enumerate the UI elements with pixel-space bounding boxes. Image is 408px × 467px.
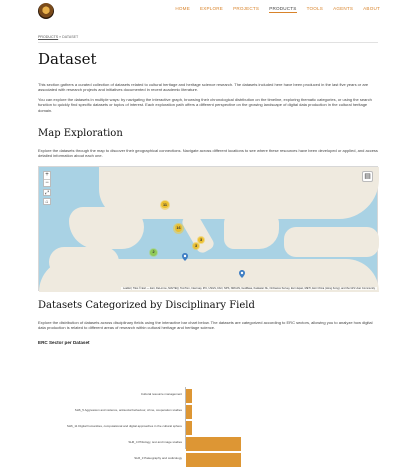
top-navigation-bar <box>0 0 408 22</box>
nav-products[interactable]: PRODUCTS <box>269 6 297 11</box>
map-layers-icon[interactable]: ▤ <box>362 171 373 182</box>
map-land-europe <box>99 167 379 219</box>
nav-projects[interactable]: PROJECTS <box>233 6 260 11</box>
map-description: Explore the datasets through the map to discover their geographical connections. Navigate across different locations to see where these resources have been developed or applied, and access detailed information about each one. <box>38 148 378 159</box>
map-cluster[interactable] <box>149 248 158 257</box>
bar-label: SH6_11 Digital humanities, computational and digital approaches in the cultural sphere <box>66 423 182 428</box>
nav-about[interactable]: ABOUT <box>363 6 380 11</box>
chart-bar-row <box>38 435 378 451</box>
map-section-title: Map Exploration <box>38 128 123 140</box>
breadcrumb-current: DATASET <box>62 35 79 39</box>
chart-bar-row <box>38 451 378 467</box>
intro-paragraph-2: You can explore the datasets in multiple ways: by navigating the interactive graph, browsing their chronological distribution on the timeline, exploring thematic categories, or using the search function to quickly find specific datasets or topics of interest. Each exploration path offers a different perspective on the growing landscape of digital data production in the cultural heritage domain. <box>38 96 372 113</box>
chart-bar[interactable] <box>186 437 241 451</box>
map-cluster[interactable] <box>173 223 184 234</box>
nav-explore[interactable]: EXPLORE <box>199 6 224 11</box>
map-marker-icon[interactable] <box>239 270 245 278</box>
map-land-scandinavia <box>149 167 239 187</box>
map-land-iberia <box>69 207 144 249</box>
zoom-out-button[interactable]: − <box>45 179 49 186</box>
cluster-count: 3 <box>194 243 198 248</box>
chart-bar[interactable] <box>186 389 192 403</box>
field-section-title: Datasets Categorized by Disciplinary Field <box>38 299 255 311</box>
bar-label: Cultural resource management <box>140 391 182 396</box>
bar-label: SH6_3 Paleography and codicology <box>134 455 182 460</box>
bar-label: SH6_4 Philology, text and image studies <box>128 439 182 444</box>
zoom-in-button[interactable]: + <box>45 171 49 178</box>
bar-label: SH6_5 Aggression and violence, antisocial behaviour, crime, cooperation studies <box>74 407 182 412</box>
erc-sector-bar-chart <box>38 349 378 460</box>
nav-agents[interactable]: AGENTS <box>333 6 354 11</box>
cluster-count: 2 <box>150 249 156 255</box>
map-fullscreen-icon[interactable]: ⤢ <box>44 189 49 196</box>
nav-home[interactable]: HOME <box>175 6 190 11</box>
map-cluster[interactable] <box>197 236 205 244</box>
chart-bar-row <box>38 403 378 419</box>
chart-bar[interactable] <box>186 405 192 419</box>
map-land-morocco <box>49 247 119 277</box>
chart-title: ERC Sector per Dataset <box>38 339 90 345</box>
map-zoom-control <box>43 171 51 187</box>
main-nav <box>175 6 380 13</box>
map-land-turkey <box>284 227 379 257</box>
intro-paragraph-1: This section gathers a curated collection of datasets related to cultural heritage and heritage science research. The datasets included here have been produced in the last five years or are associated with research projects and initiatives documented in recent academic literature. <box>38 82 369 93</box>
field-description: Explore the distribution of datasets across disciplinary fields using the interactive bar chart below. The datasets are categorized according to ERC sectors, allowing you to analyze how digital data production is related to different areas of research within cultural heritage and heritage science. <box>38 319 373 331</box>
page-title: Dataset <box>38 50 97 68</box>
map-marker-icon[interactable] <box>182 253 188 261</box>
breadcrumb-products-link[interactable]: PRODUCTS <box>38 35 59 39</box>
cluster-count: 3 <box>199 237 203 242</box>
breadcrumb-separator: » <box>59 35 62 39</box>
map-attribution: Leaflet | Tiles © Esri — Esri, DeLorme, NAVTEQ, TomTom, Intermap, iPC, USGS, FAO, NPS, NRCAN, GeoBase, Kadaster NL, Ordnance Survey, Esri Japan, METI, Esri China (Hong Kong), and the GIS User Community <box>123 286 375 290</box>
main-content <box>38 22 378 460</box>
map-cluster[interactable] <box>160 200 170 210</box>
cluster-count: 16 <box>176 226 181 231</box>
chart-bar[interactable] <box>186 453 241 467</box>
map-reset-icon[interactable]: ⌂ <box>43 198 51 205</box>
divider <box>38 42 378 43</box>
chart-bar-row <box>38 419 378 435</box>
dataset-map[interactable] <box>38 166 378 291</box>
site-logo[interactable] <box>38 3 54 19</box>
cluster-count: 11 <box>162 202 167 207</box>
chart-bar-row <box>38 387 378 403</box>
chart-bar[interactable] <box>186 421 192 435</box>
map-land-balkans <box>224 213 279 249</box>
breadcrumb <box>38 35 378 39</box>
nav-tools[interactable]: TOOLS <box>306 6 324 11</box>
